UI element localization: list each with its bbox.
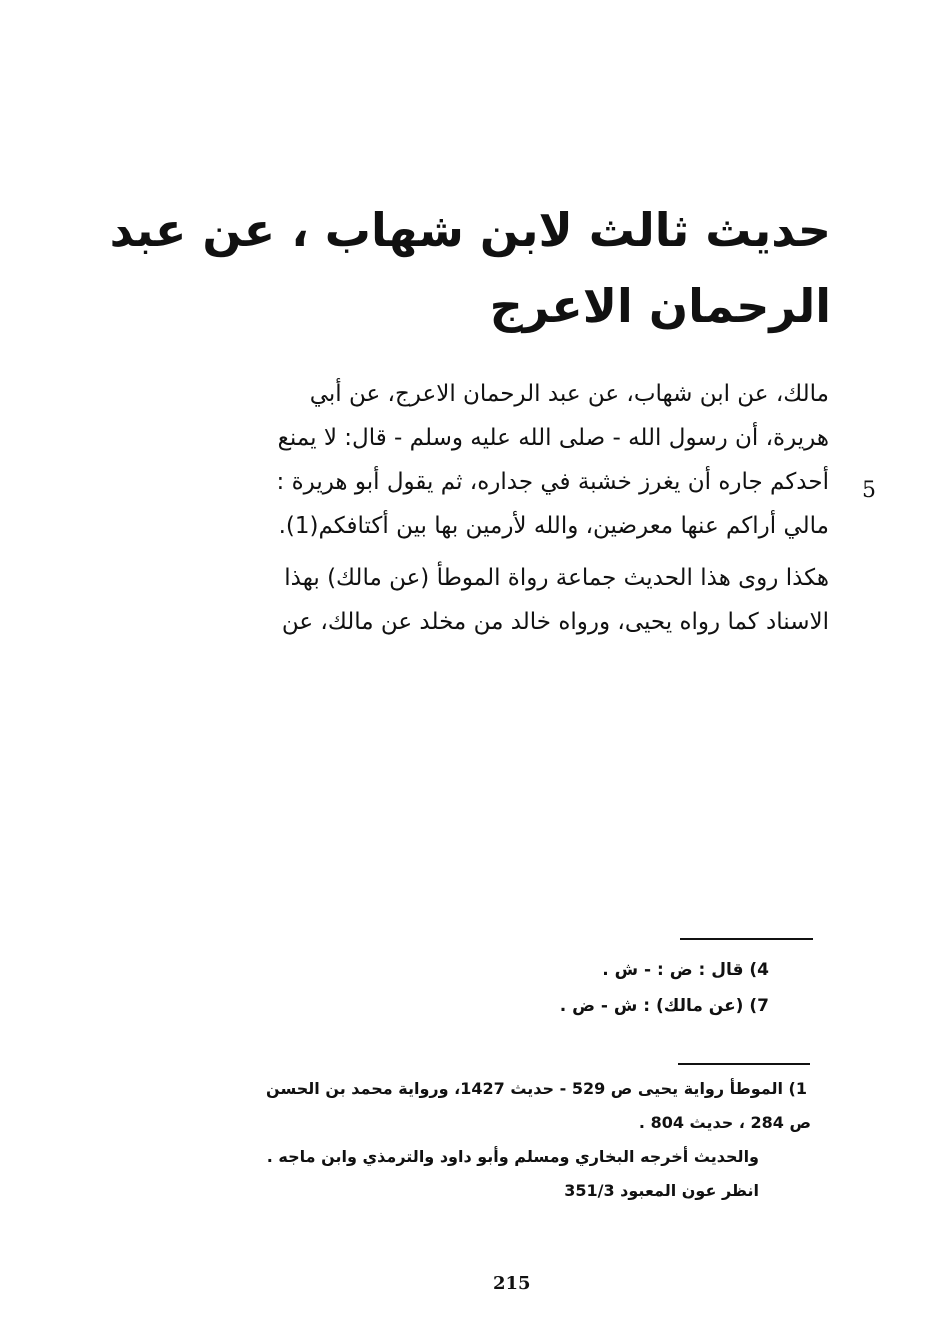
textual-variants: [369, 952, 769, 1024]
variant-line-1: 4) قال : ض : - ش .: [602, 960, 769, 980]
chapter-title-line-1: حديث ثالث لابن شهاب ، عن عبد: [109, 203, 831, 257]
footnotes: [161, 1072, 811, 1208]
chapter-title-line-2: الرحمان الاعرج: [489, 279, 831, 333]
body-line-2: هريرة، أن رسول الله - صلى الله عليه وسلم - قال: لا يمنع: [277, 425, 829, 451]
margin-line-number: 5: [862, 478, 876, 503]
body-line-6: الاسناد كما رواه يحيى، ورواه خالد من مخلد عن مالك، عن: [281, 609, 829, 635]
body-line-5: هكذا روى هذا الحديث جماعة رواة الموطأ (عن مالك) بهذا: [284, 565, 829, 591]
variant-line-2: 7) (عن مالك) : ش - ض .: [559, 996, 769, 1016]
body-line-4: مالي أراكم عنها معرضين، والله لأرمين بها بين أكتافكم(1).: [278, 513, 829, 539]
footnote-line-1: 1) الموطأ رواية يحيى ص 529 - حديث 1427، ورواية محمد بن الحسن: [266, 1079, 807, 1098]
footnotes-divider: [678, 1063, 810, 1065]
variants-divider: [680, 938, 813, 940]
footnote-line-2: ص 284 ، حديث 804 .: [638, 1113, 811, 1132]
footnote-line-3: والحديث أخرجه البخاري ومسلم وأبو داود والترمذي وابن ماجه .: [266, 1147, 759, 1166]
page-number: 215: [493, 1273, 531, 1294]
hadith-body: [189, 372, 829, 644]
body-line-3: أحدكم جاره أن يغرز خشبة في جداره، ثم يقول أبو هريرة :: [276, 469, 829, 495]
body-line-1: مالك، عن ابن شهاب، عن عبد الرحمان الاعرج، عن أبي: [309, 381, 829, 407]
footnote-line-4: انظر عون المعبود 351/3: [564, 1181, 759, 1200]
paragraph-gap: [189, 548, 829, 556]
chapter-title: [109, 192, 831, 344]
